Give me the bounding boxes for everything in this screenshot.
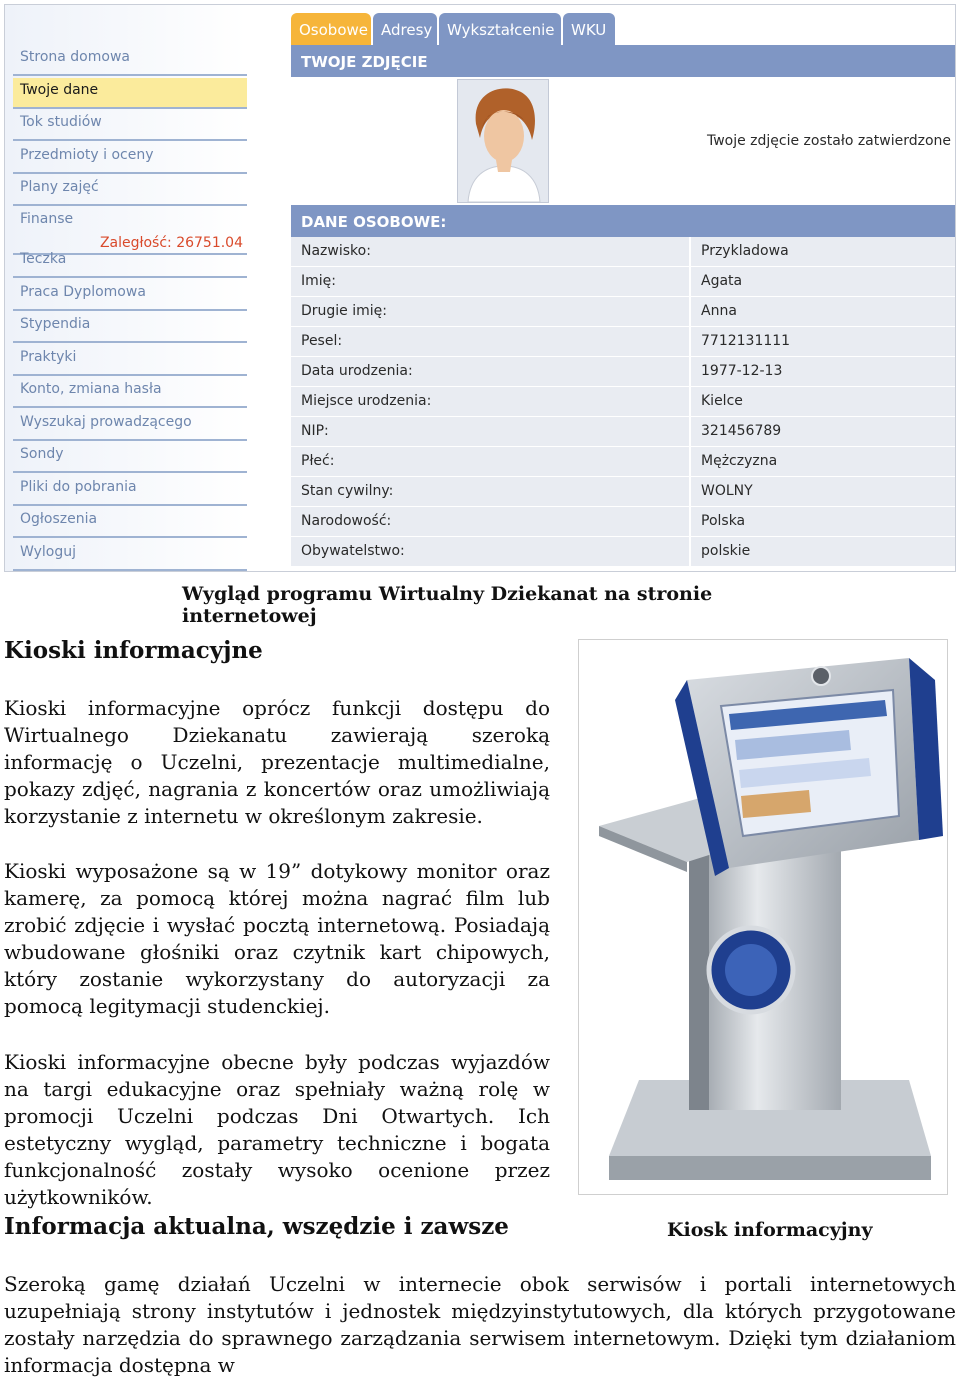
data-row: [291, 477, 955, 507]
kiosk-icon: [579, 640, 947, 1194]
data-row: [291, 537, 955, 567]
row-value: 7712131111: [691, 327, 955, 356]
row-label: NIP:: [291, 417, 689, 446]
sidebar-item-label: Wyszukaj prowadzącego: [20, 414, 192, 430]
sidebar-item-downloads[interactable]: [13, 475, 247, 506]
data-row: [291, 267, 955, 297]
sidebar-item-home[interactable]: [13, 45, 247, 76]
tab-addresses[interactable]: [373, 13, 437, 45]
row-value: polskie: [691, 537, 955, 566]
paragraph-kiosks-3: Kioski informacyjne obecne były podczas wyjazdów na targi edukacyjne oraz spełniały ważną rolę w promocji Uczelni podczas Dni Otwartych. Ich estetyczny wygląd, parametry techniczne i bogata funkcjonalność zostały wysoko ocenione przez użytkowników.: [4, 1050, 550, 1209]
row-value: Agata: [691, 267, 955, 296]
sidebar-item-label: Wyloguj: [20, 544, 76, 560]
row-value: Mężczyzna: [691, 447, 955, 476]
data-row: [291, 327, 955, 357]
row-value: Kielce: [691, 387, 955, 416]
tab-label: WKU: [571, 21, 607, 39]
row-label: Imię:: [291, 267, 689, 296]
sidebar-item-label: Praca Dyplomowa: [20, 284, 146, 300]
sidebar-item-logout[interactable]: [13, 540, 247, 571]
row-label: Płeć:: [291, 447, 689, 476]
data-row: [291, 297, 955, 327]
sidebar-item-label: Praktyki: [20, 349, 77, 365]
heading-information: Informacja aktualna, wszędzie i zawsze: [4, 1213, 509, 1240]
screenshot-caption: Wygląd programu Wirtualny Dziekanat na stronie internetowej: [182, 583, 713, 627]
photo-section-header: TWOJE ZDJĘCIE: [291, 45, 955, 77]
sidebar-item-label: Teczka: [20, 251, 67, 267]
row-label: Miejsce urodzenia:: [291, 387, 689, 416]
sidebar-item-subjects-grades[interactable]: [13, 143, 247, 174]
row-label: Obywatelstwo:: [291, 537, 689, 566]
data-row: [291, 237, 955, 267]
portal-main: [291, 5, 955, 571]
sidebar-item-label: Pliki do pobrania: [20, 479, 137, 495]
data-row: [291, 447, 955, 477]
sidebar-item-label: Ogłoszenia: [20, 511, 98, 527]
tab-label: Adresy: [381, 21, 433, 39]
data-row: [291, 387, 955, 417]
sidebar-item-announcements[interactable]: [13, 507, 247, 538]
row-label: Nazwisko:: [291, 237, 689, 266]
kiosk-photo: [578, 639, 948, 1195]
sidebar-item-label: Konto, zmiana hasła: [20, 381, 162, 397]
row-value: Polska: [691, 507, 955, 536]
sidebar-item-label: Przedmioty i oceny: [20, 147, 154, 163]
paragraph-kiosks-1: Kioski informacyjne oprócz funkcji dostępu do Wirtualnego Dziekanatu zawierają szeroką informację o Uczelni, prezentacje multimedialne, pokazy zdjęć, nagrania z koncertów oraz umożliwiają korzystanie z internetu w określonym zakresie.: [4, 696, 550, 828]
sidebar-item-account[interactable]: [13, 377, 247, 408]
sidebar-item-label: Plany zajęć: [20, 179, 99, 195]
debt-amount: Zaległość: 26751.04: [99, 235, 243, 251]
sidebar-item-label: Stypendia: [20, 316, 91, 332]
photo-approved-status: Twoje zdjęcie zostało zatwierdzone: [706, 133, 951, 149]
sidebar-item-schedule[interactable]: [13, 175, 247, 206]
portal-screenshot: [4, 4, 956, 572]
row-value: WOLNY: [691, 477, 955, 506]
sidebar-item-surveys[interactable]: [13, 442, 247, 473]
row-label: Drugie imię:: [291, 297, 689, 326]
tab-label: Wykształcenie: [447, 21, 555, 39]
personal-data-header: DANE OSOBOWE:: [291, 205, 955, 237]
sidebar-item-scholarships[interactable]: [13, 312, 247, 343]
sidebar-item-label: Finanse: [20, 211, 74, 227]
row-value: Przykladowa: [691, 237, 955, 266]
sidebar-item-study-course[interactable]: [13, 110, 247, 141]
data-row: [291, 417, 955, 447]
sidebar-item-your-data[interactable]: [13, 78, 247, 109]
data-row: [291, 507, 955, 537]
row-label: Narodowość:: [291, 507, 689, 536]
sidebar-item-label: Sondy: [20, 446, 64, 462]
sidebar-item-find-lecturer[interactable]: [13, 410, 247, 441]
heading-kiosks: Kioski informacyjne: [4, 637, 263, 664]
data-row: [291, 357, 955, 387]
row-value: 321456789: [691, 417, 955, 446]
kiosk-caption: Kiosk informacyjny: [667, 1219, 873, 1241]
paragraph-kiosks-2: Kioski wyposażone są w 19” dotykowy monitor oraz kamerę, za pomocą której można nagrać film lub zrobić zdjęcie i wysłać pocztą internetową. Posiadają wbudowane głośniki oraz czytnik kart chipowych, który zostanie wykorzystany do autoryzacji za pomocą legitymacji studenckiej.: [4, 859, 550, 1018]
paragraph-information: Szeroką gamę działań Uczelni w internecie obok serwisów i portali internetowych uzupełniają strony instytutów i jednostek międzyinstytutowych, dla których przygotowane zostały narzędzia do sprawnego zarządzania serwisem internetowym. Dzięki tym działaniom informacja dostępna w: [4, 1272, 956, 1377]
row-label: Pesel:: [291, 327, 689, 356]
sidebar-item-label: Tok studiów: [20, 114, 102, 130]
tab-personal[interactable]: [291, 13, 371, 45]
row-label: Data urodzenia:: [291, 357, 689, 386]
sidebar-item-label: Twoje dane: [20, 82, 99, 98]
sidebar-item-thesis[interactable]: [13, 280, 247, 311]
user-photo: [457, 79, 549, 203]
tab-label: Osobowe: [299, 21, 368, 39]
row-label: Stan cywilny:: [291, 477, 689, 506]
tab-wku[interactable]: [563, 13, 615, 45]
sidebar-item-label: Strona domowa: [20, 49, 130, 65]
row-value: Anna: [691, 297, 955, 326]
portal-sidebar: [5, 5, 289, 571]
row-value: 1977-12-13: [691, 357, 955, 386]
sidebar-item-internships[interactable]: [13, 345, 247, 376]
tab-education[interactable]: [439, 13, 561, 45]
sidebar-item-file[interactable]: [13, 247, 247, 278]
person-photo-icon: [458, 80, 548, 202]
